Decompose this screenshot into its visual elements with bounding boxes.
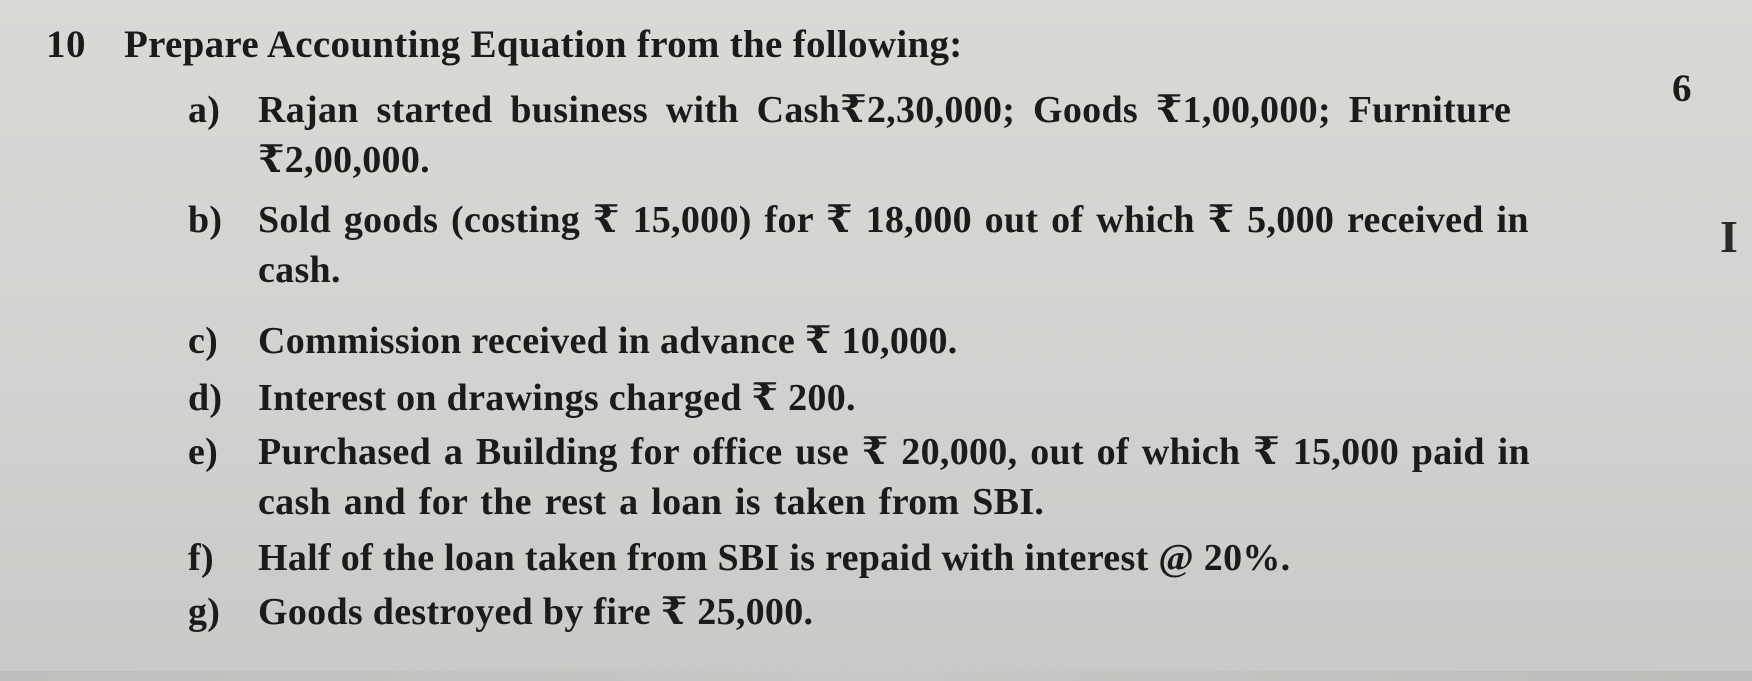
- page-bottom-edge: [0, 671, 1752, 681]
- question-number: 10: [46, 23, 86, 66]
- question-marks: 6: [1672, 67, 1692, 110]
- item-text: Goods destroyed by fire ₹ 25,000.: [258, 591, 814, 633]
- item-text: Purchased a Building for office use ₹ 20,000, out of which ₹ 15,000 paid in cash and for the rest a loan is taken from SBI.: [258, 431, 1530, 523]
- item-text: Rajan started business with Cash₹2,30,000; Goods ₹1,00,000; Furniture ₹2,00,000.: [258, 89, 1512, 181]
- item-text: Commission received in advance ₹ 10,000.: [258, 320, 958, 362]
- item-letter: b): [188, 199, 223, 241]
- item-text: Sold goods (costing ₹ 15,000) for ₹ 18,000 out of which ₹ 5,000 received in cash.: [258, 199, 1529, 291]
- item-letter: a): [188, 89, 221, 131]
- item-letter: f): [188, 537, 214, 579]
- item-text: Interest on drawings charged ₹ 200.: [258, 377, 856, 419]
- text-cursor-icon: I: [1720, 211, 1738, 262]
- item-text: Half of the loan taken from SBI is repaid with interest @ 20%.: [258, 537, 1291, 579]
- item-letter: g): [188, 591, 221, 633]
- item-letter: c): [188, 320, 219, 362]
- item-letter: e): [188, 431, 219, 473]
- item-letter: d): [188, 377, 223, 419]
- question-title: Prepare Accounting Equation from the following:: [124, 23, 963, 66]
